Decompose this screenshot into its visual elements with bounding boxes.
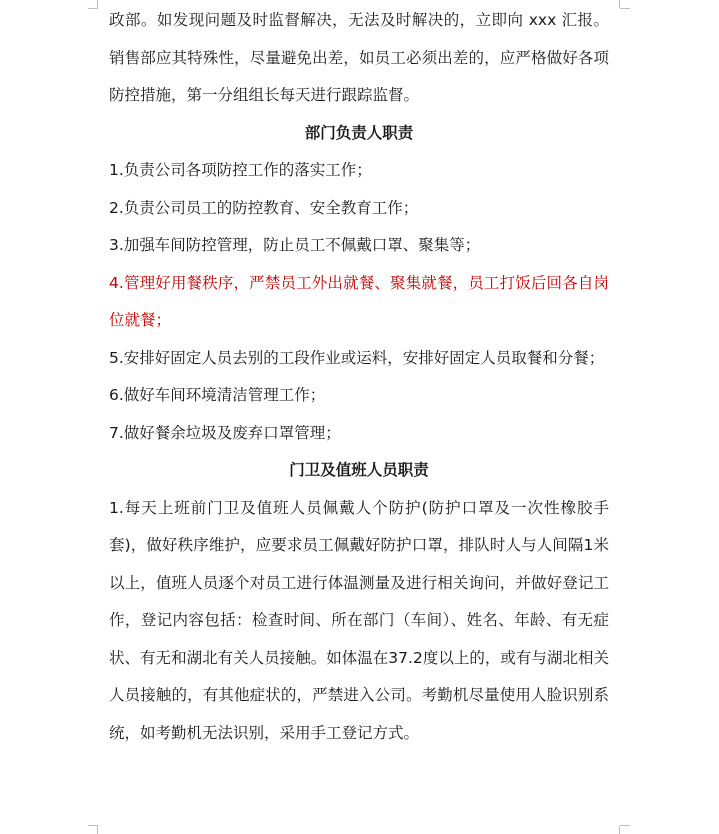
list-item: 3.加强车间防控管理，防止员工不佩戴口罩、聚集等； <box>109 236 481 254</box>
intro-paragraph: 政部。如发现问题及时监督解决，无法及时解决的，立即向 xxx 汇报。销售部应其特殊性，尽量避免出差，如员工必须出差的，应严格做好各项防控措施，第一分组组长每天进行跟踪监督。 <box>109 11 609 104</box>
section-heading-dept-head: 部门负责人职责 <box>304 123 414 142</box>
crop-mark-bottom-left <box>97 826 98 834</box>
list-item-highlighted: 4.管理好用餐秩序，严禁员工外出就餐、聚集就餐，员工打饭后回各自岗位就餐； <box>109 273 609 329</box>
list-item: 5.安排好固定人员去别的工段作业或运料，安排好固定人员取餐和分餐； <box>109 348 605 367</box>
crop-mark-bottom-right <box>619 826 620 834</box>
crop-mark-top-right <box>619 0 620 8</box>
list-item: 1.每天上班前门卫及值班人员佩戴人个防护(防护口罩及一次性橡胶手套)，做好秩序维护，应要求员工佩戴好防护口罩，排队时人与人间隔1米以上，值班人员逐个对员工进行体温测量及进行相关询问，并做好登记工作，登记内容包括：检查时间、所在部门（车间）、姓名、年龄、有无症状、有无和湖北有关人员接触。如体温在37.2度以上的，或有与湖北相关人员接触的，有其他症状的，严禁进入公司。考勤机尽量使用人脸识别系统，如考勤机无法识别，采用手工登记方式。 <box>109 498 609 742</box>
section-heading-guard: 门卫及值班人员职责 <box>289 461 429 479</box>
document-body[interactable] <box>109 2 609 752</box>
list-item: 6.做好车间环境清洁管理工作； <box>109 386 326 404</box>
crop-mark-top-left <box>97 0 98 8</box>
list-item: 1.负责公司各项防控工作的落实工作； <box>109 161 372 179</box>
crop-mark-bottom-right <box>620 825 630 826</box>
crop-mark-bottom-left <box>88 825 98 826</box>
crop-mark-top-left <box>88 8 98 9</box>
list-item: 2.负责公司员工的防控教育、安全教育工作； <box>109 198 419 217</box>
crop-mark-top-right <box>620 8 630 9</box>
list-item: 7.做好餐余垃圾及废弃口罩管理； <box>109 423 341 442</box>
